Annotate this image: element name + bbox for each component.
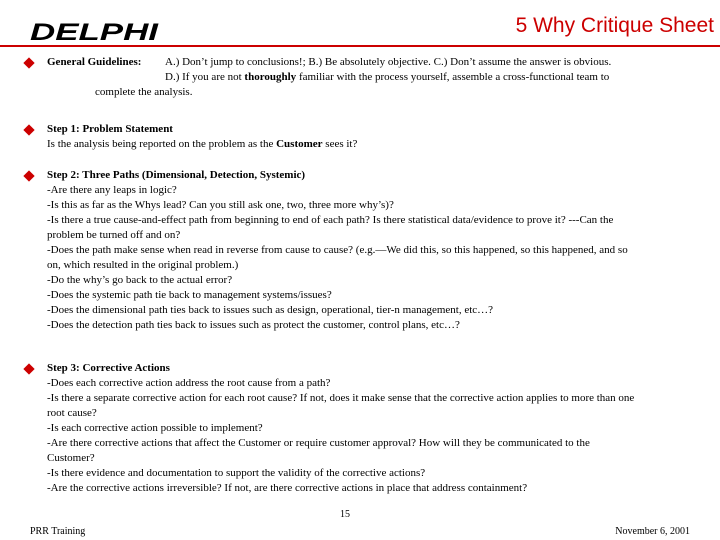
page-title: 5 Why Critique Sheet bbox=[515, 14, 714, 37]
step2-line: -Do the why’s go back to the actual error? bbox=[47, 274, 233, 286]
step3-line: -Is each corrective action possible to implement? bbox=[47, 422, 263, 434]
step3-line: -Are the corrective actions irreversible? If not, are there corrective actions in place that address containment? bbox=[47, 482, 528, 494]
step2-line: problem be turned off and on? bbox=[47, 229, 181, 241]
logo-text: DELPHI bbox=[30, 19, 160, 44]
step3-line: root cause? bbox=[47, 407, 97, 419]
guidelines-line3: complete the analysis. bbox=[95, 86, 193, 98]
step2-section bbox=[0, 168, 720, 333]
step3-line: -Is there a separate corrective action for each root cause? If not, does it make sense that the corrective action applies to more than one bbox=[47, 392, 635, 404]
step2-heading: Step 2: Three Paths (Dimensional, Detection, Systemic) bbox=[47, 169, 306, 181]
guidelines-label: General Guidelines: bbox=[47, 56, 142, 68]
step2-line: on, which resulted in the original problem.) bbox=[47, 259, 239, 271]
step3-line: -Are there corrective actions that affect the Customer or require customer approval? How will they be communicated to the bbox=[47, 437, 590, 449]
step2-line: -Does the detection path ties back to issues such as protect the customer, control plans, etc…? bbox=[47, 319, 460, 331]
step3-heading: Step 3: Corrective Actions bbox=[47, 362, 170, 374]
delphi-logo bbox=[30, 18, 160, 44]
step2-line: -Does the dimensional path ties back to issues such as design, operational, tier-n management, etc…? bbox=[47, 304, 494, 316]
step3-section bbox=[0, 361, 720, 496]
page-number: 15 bbox=[340, 509, 350, 520]
header-divider bbox=[0, 45, 720, 47]
step3-line: -Does each corrective action address the root cause from a path? bbox=[47, 377, 331, 389]
step3-line: -Is there evidence and documentation to support the validity of the corrective actions? bbox=[47, 467, 426, 479]
guidelines-line1: A.) Don’t jump to conclusions!; B.) Be absolutely objective. C.) Don’t assume the answer is obvious. bbox=[165, 56, 612, 68]
step2-line: -Is this as far as the Whys lead? Can you still ask one, two, three more why’s)? bbox=[47, 199, 394, 211]
guidelines-line2-pre: D.) If you are not bbox=[165, 71, 245, 83]
step2-line: -Does the systemic path tie back to management systems/issues? bbox=[47, 289, 332, 301]
guidelines-emphasis: thoroughly bbox=[244, 71, 297, 83]
guidelines-line2-post: familiar with the process yourself, assemble a cross-functional team to bbox=[296, 71, 610, 83]
step2-line: -Does the path make sense when read in reverse from cause to cause? (e.g.—We did this, so this happened, so this happened, and so bbox=[47, 244, 628, 256]
step1-text-pre: Is the analysis being reported on the problem as the bbox=[47, 138, 277, 150]
footer-date: November 6, 2001 bbox=[615, 526, 690, 537]
footer-left-text: PRR Training bbox=[30, 526, 86, 537]
step2-line: -Is there a true cause-and-effect path from beginning to end of each path? Is there statistical data/evidence to prove it? ---Can the bbox=[47, 214, 614, 226]
step3-line: Customer? bbox=[47, 452, 95, 464]
step1-text bbox=[0, 137, 720, 152]
step2-line: -Are there any leaps in logic? bbox=[47, 184, 177, 196]
general-guidelines-section bbox=[0, 55, 720, 100]
step1-customer: Customer bbox=[276, 138, 323, 150]
step1-section bbox=[0, 122, 720, 152]
step1-heading: Step 1: Problem Statement bbox=[47, 123, 173, 135]
guidelines-line2 bbox=[0, 70, 720, 85]
step1-text-post: sees it? bbox=[322, 138, 358, 150]
